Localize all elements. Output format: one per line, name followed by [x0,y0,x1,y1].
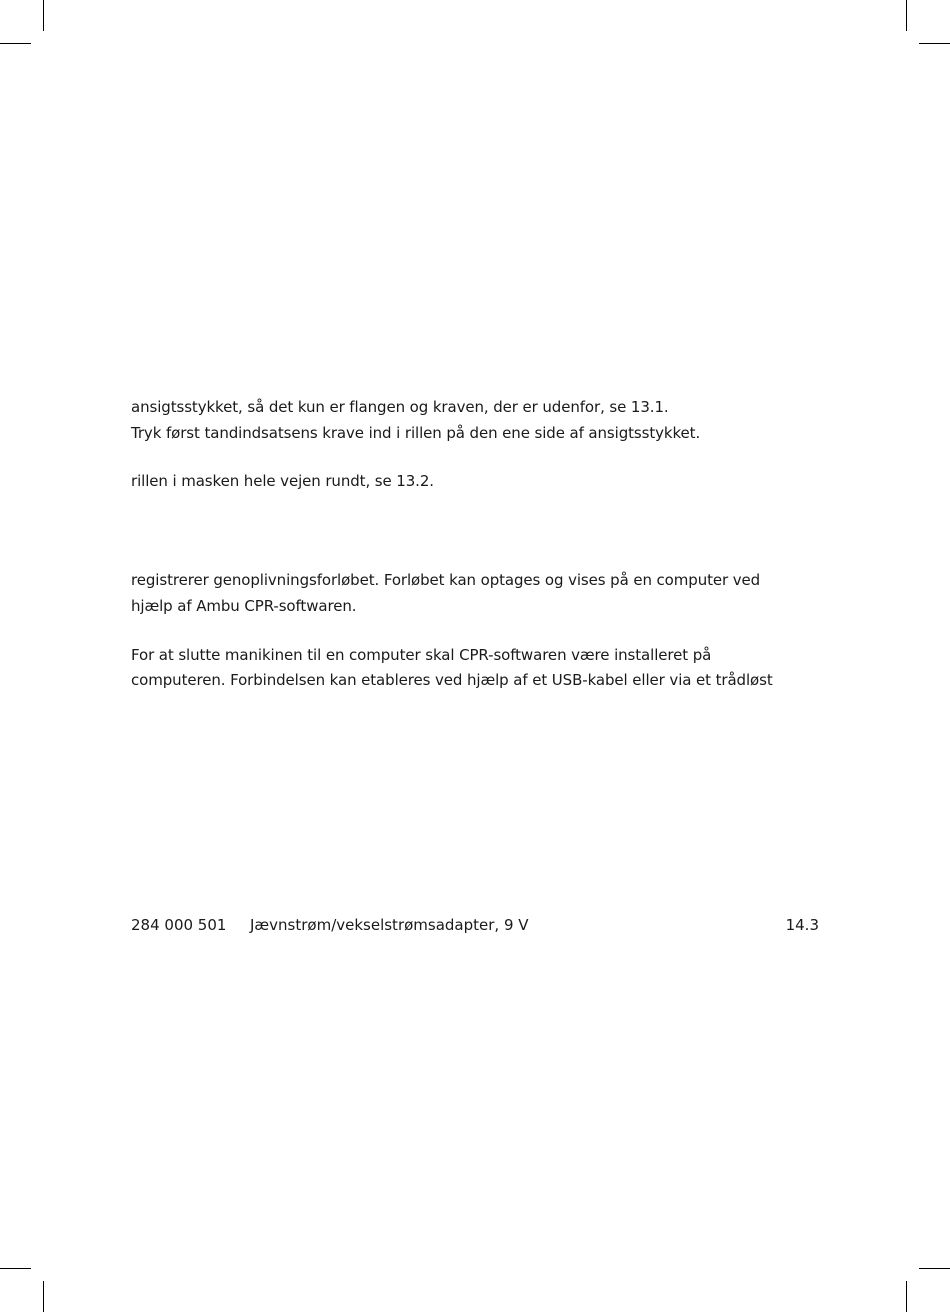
crop-mark-bottom-right-horizontal [919,1268,950,1269]
part-number: 284 000 501 [131,916,227,934]
body-text-line-4: registrerer genoplivningsforløbet. Forløbet kan optages og vises på en computer ved [131,571,761,589]
part-description: Jævnstrøm/vekselstrømsadapter, 9 V [250,916,529,934]
body-text-line-2: Tryk først tandindsatsens krave ind i rillen på den ene side af ansigtsstykket. [131,424,701,442]
crop-mark-bottom-left-horizontal [0,1268,31,1269]
part-reference: 14.3 [785,916,819,934]
body-text-line-7: computeren. Forbindelsen kan etableres ved hjælp af et USB-kabel eller via et trådløst [131,671,773,689]
crop-mark-top-left-horizontal [0,43,31,44]
parts-list-row [131,915,819,935]
crop-mark-bottom-left-vertical [43,1281,44,1312]
crop-mark-bottom-right-vertical [906,1281,907,1312]
body-text-line-6: For at slutte manikinen til en computer skal CPR-softwaren være installeret på [131,646,712,664]
crop-mark-top-right-vertical [906,0,907,31]
crop-mark-top-right-horizontal [919,43,950,44]
crop-mark-top-left-vertical [43,0,44,31]
body-text-line-3: rillen i masken hele vejen rundt, se 13.2. [131,472,434,490]
body-text-line-5: hjælp af Ambu CPR-softwaren. [131,597,357,615]
body-text-line-1: ansigtsstykket, så det kun er flangen og kraven, der er udenfor, se 13.1. [131,398,669,416]
